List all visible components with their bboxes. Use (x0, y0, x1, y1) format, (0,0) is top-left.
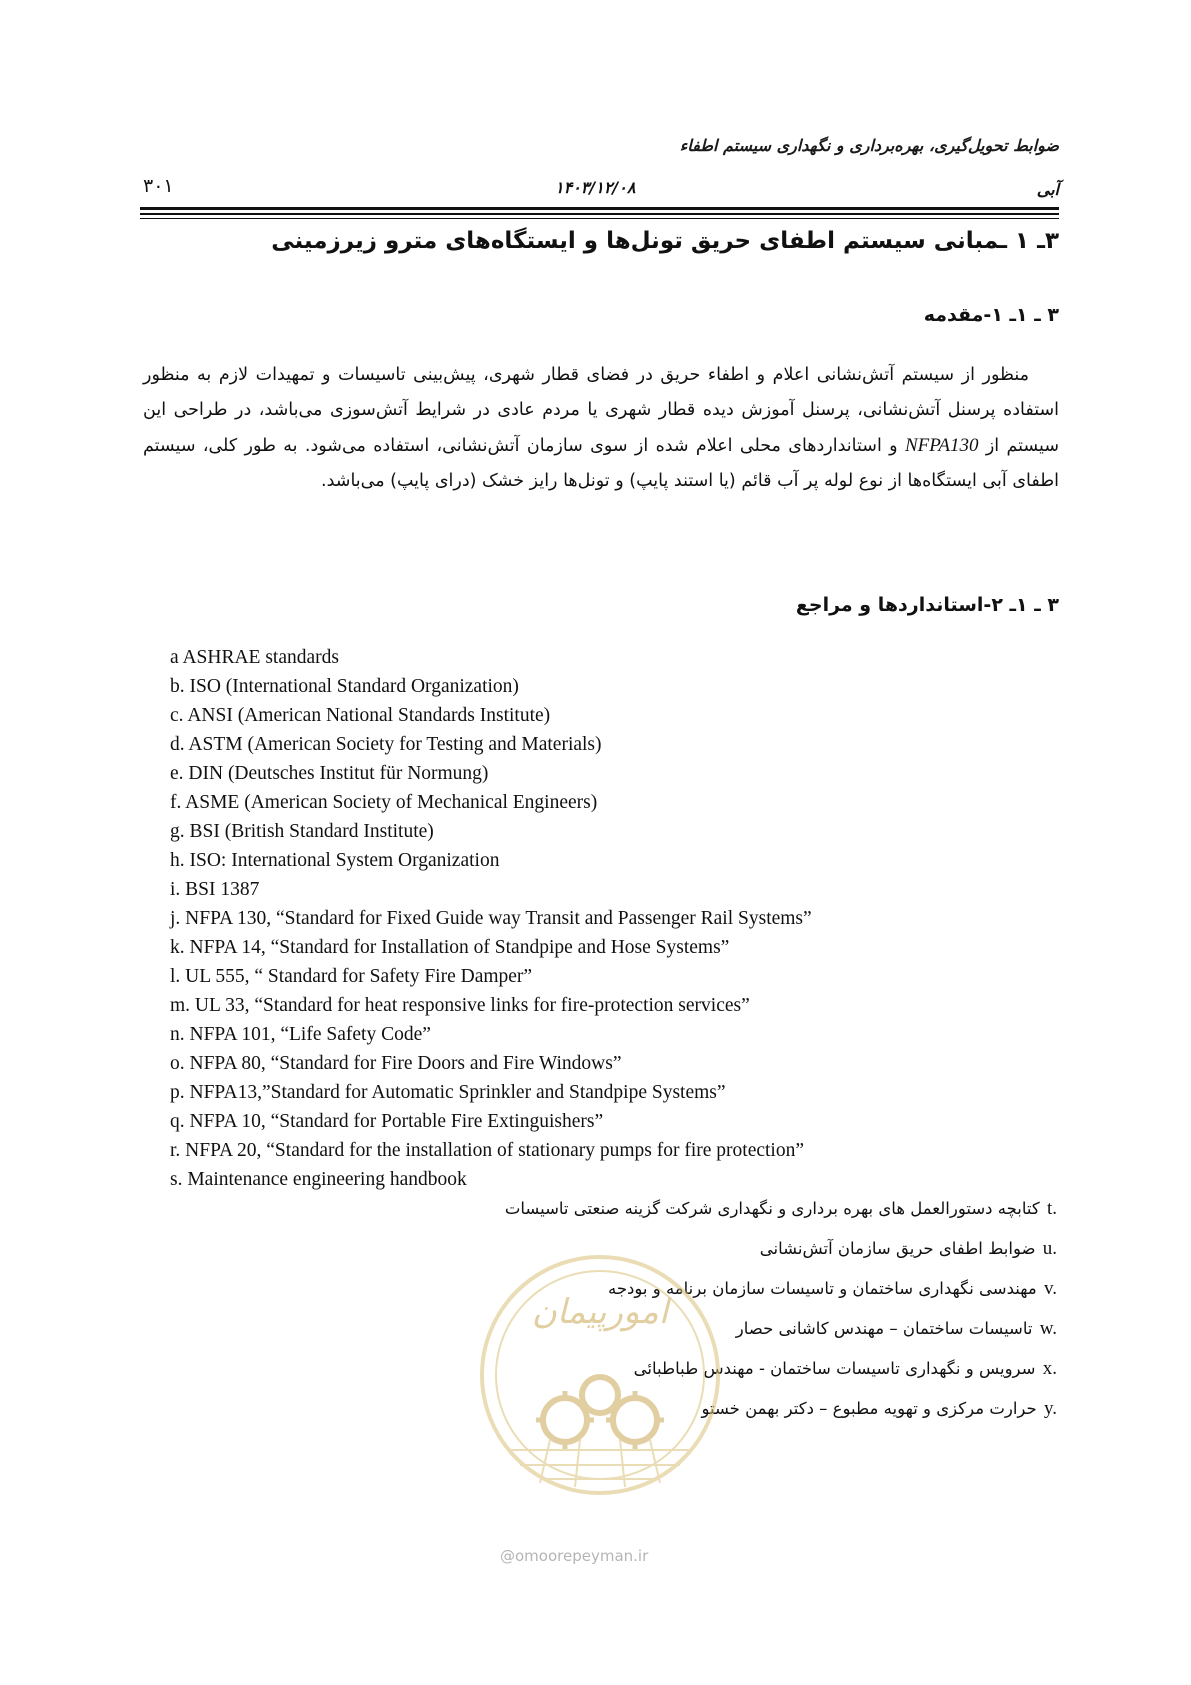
document-header-title: ضوابط تحویل‌گیری، بهره‌برداری و نگهداری سیستم اطفاء (679, 136, 1059, 155)
reference-text: ضوابط اطفای حریق سازمان آتش‌نشانی (759, 1239, 1036, 1258)
reference-item: i. BSI 1387 (170, 879, 260, 900)
section-title: ۳ـ ۱ ـمبانی سیستم اطفای حریق تونل‌ها و ایستگاه‌های مترو زیرزمینی (271, 228, 1059, 254)
header-subtitle: آبی (1036, 180, 1059, 199)
reference-text: تاسیسات ساختمان – مهندس کاشانی حصار (735, 1319, 1033, 1338)
reference-text: مهندسی نگهداری ساختمان و تاسیسات سازمان برنامه و بودجه (607, 1279, 1037, 1298)
reference-item: f. ASME (American Society of Mechanical Engineers) (170, 792, 598, 813)
reference-item: h. ISO: International System Organization (170, 850, 500, 871)
header-date: ۱۴۰۳/۱۲/۰۸ (555, 178, 636, 197)
reference-item: d. ASTM (American Society for Testing and Materials) (170, 734, 602, 755)
watermark-logo (470, 1245, 730, 1505)
reference-item: j. NFPA 130, “Standard for Fixed Guide way Transit and Passenger Rail Systems” (170, 908, 812, 929)
page-number: ۳۰۱ (143, 175, 174, 197)
reference-item: m. UL 33, “Standard for heat responsive links for fire-protection services” (170, 995, 750, 1016)
english-references-list (170, 643, 812, 1194)
header-divider-medium (140, 213, 1059, 215)
reference-text: سرویس و نگهداری تاسیسات ساختمان - مهندس طباطبائی (633, 1359, 1036, 1378)
reference-item: r. NFPA 20, “Standard for the installation of stationary pumps for fire protection” (170, 1140, 804, 1161)
reference-item: g. BSI (British Standard Institute) (170, 821, 434, 842)
reference-item: k. NFPA 14, “Standard for Installation of Standpipe and Hose Systems” (170, 937, 730, 958)
reference-item: p. NFPA13,”Standard for Automatic Sprinkler and Standpipe Systems” (170, 1082, 726, 1103)
reference-item: q. NFPA 10, “Standard for Portable Fire Extinguishers” (170, 1111, 604, 1132)
watermark-site: @omoorepeyman.ir (500, 1547, 649, 1565)
reference-item: a ASHRAE standards (170, 647, 339, 668)
reference-item: e. DIN (Deutsches Institut für Normung) (170, 763, 489, 784)
persian-reference-item (505, 1195, 1057, 1235)
reference-item: o. NFPA 80, “Standard for Fire Doors and Fire Windows” (170, 1053, 622, 1074)
reference-marker: x. (1042, 1358, 1057, 1379)
reference-marker: t. (1046, 1198, 1057, 1219)
reference-item: c. ANSI (American National Standards Institute) (170, 705, 551, 726)
intro-heading: ۳ ـ ۱ـ ۱-مقدمه (923, 304, 1059, 326)
intro-paragraph-part1: منظور از سیستم آتش‌نشانی اعلام و اطفاء حریق در فضای قطار شهری، پیش‌بینی تاسیسات و تمهیدات لازم به منظور استفاده پرسنل آتش‌نشانی، پرسنل آموزش دیده قطار شهری یا مردم عادی در شرایط آتش‌سوزی می‌باشد، در طراحی این سیستم از (143, 365, 1059, 456)
reference-item: s. Maintenance engineering handbook (170, 1169, 467, 1190)
intro-paragraph (143, 358, 1059, 499)
watermark-grid (510, 1440, 690, 1487)
reference-text: حرارت مرکزی و تهویه مطبوع – دکتر بهمن خستو (701, 1399, 1037, 1418)
reference-item: l. UL 555, “ Standard for Safety Fire Damper” (170, 966, 533, 987)
watermark-gears (543, 1377, 657, 1442)
reference-text: کتابچه دستورالعمل های بهره برداری و نگهداری شرکت گزینه صنعتی تاسیسات (504, 1199, 1040, 1218)
standards-heading: ۳ ـ ۱ـ ۲-استانداردها و مراجع (795, 594, 1059, 616)
header-divider-thick (140, 207, 1059, 210)
intro-paragraph-part2: و استانداردهای محلی اعلام شده از سوی سازمان آتش‌نشانی، استفاده می‌شود. به طور کلی، سیستم اطفای آبی ایستگاه‌ها از نوع لوله پر آب قائم (یا استند پایپ) و تونل‌ها رایز خشک (درای پایپ) می‌باشد. (143, 436, 1059, 491)
intro-nfpa-reference: NFPA130 (904, 435, 979, 456)
header-divider-thin (140, 218, 1059, 219)
reference-marker: w. (1039, 1318, 1057, 1339)
reference-marker: v. (1043, 1278, 1057, 1299)
reference-item: b. ISO (International Standard Organization) (170, 676, 519, 697)
watermark-logo-text: امورپیمان (531, 1292, 669, 1332)
reference-marker: y. (1043, 1398, 1057, 1419)
reference-item: n. NFPA 101, “Life Safety Code” (170, 1024, 431, 1045)
reference-marker: u. (1042, 1238, 1057, 1259)
